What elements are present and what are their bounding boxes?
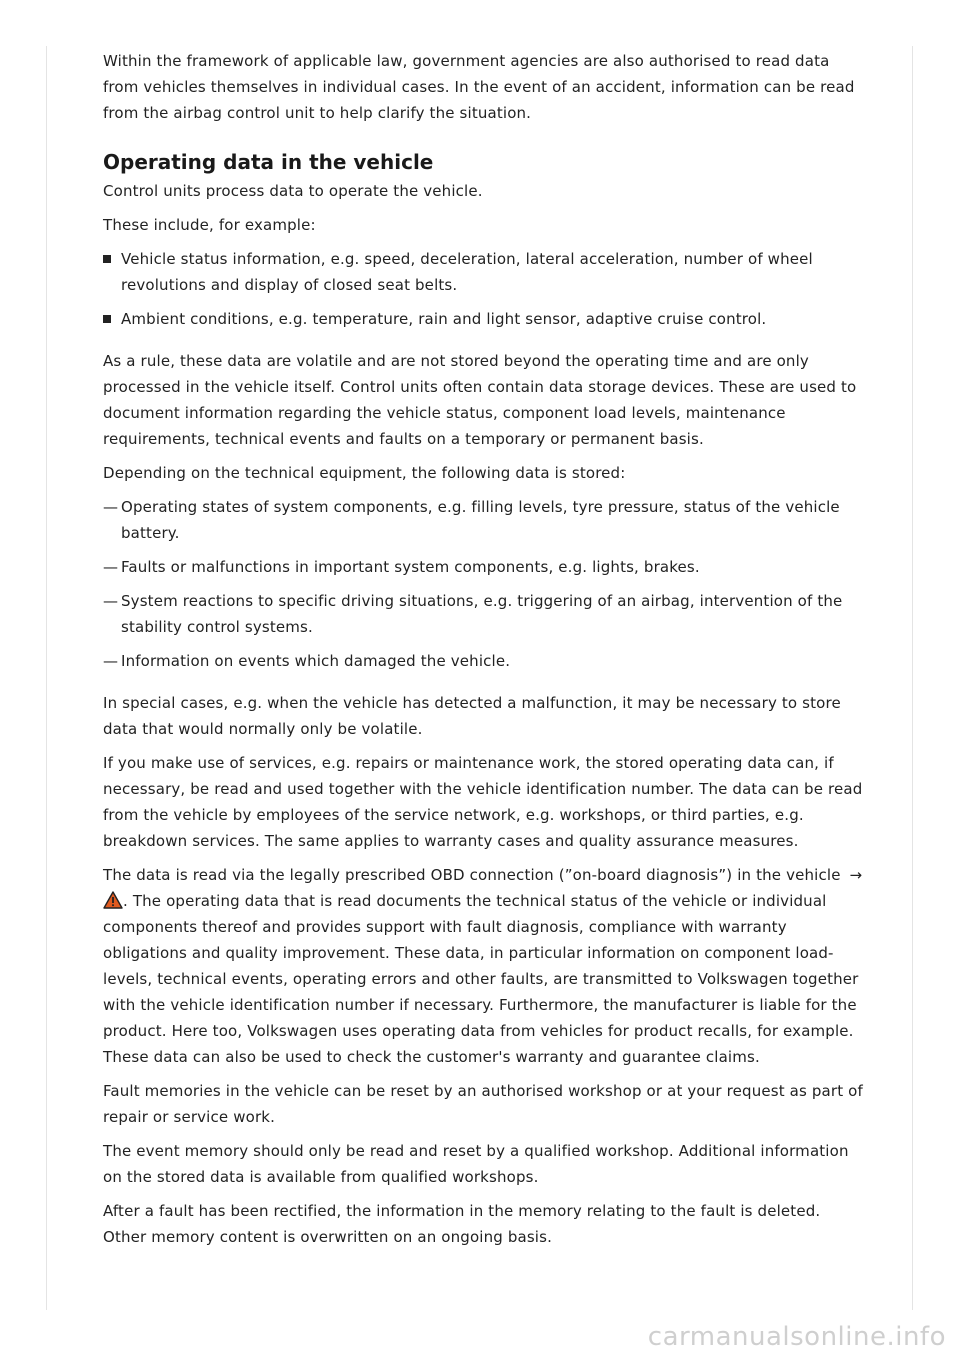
services-paragraph: If you make use of services, e.g. repairs or maintenance work, the stored operating data can, if necessary, be read and used together with the vehicle identification number. The data can be read from the vehicle by employees of the service network, e.g. workshops, or third parties, e.g. breakdown services. The same applies to warranty cases and quality assurance measures. bbox=[103, 754, 863, 850]
list-item-text: Faults or malfunctions in important system components, e.g. lights, brakes. bbox=[121, 558, 700, 576]
list-item-text: Operating states of system components, e.g. filling levels, tyre pressure, status of the vehicle battery. bbox=[121, 498, 840, 542]
list-item bbox=[103, 306, 863, 332]
dash-bullet: — bbox=[103, 558, 119, 576]
list-item bbox=[103, 246, 863, 298]
list-item-text: Vehicle status information, e.g. speed, deceleration, lateral acceleration, number of wheel revolutions and display of closed seat belts. bbox=[121, 250, 813, 294]
square-bullet-icon bbox=[103, 255, 111, 263]
intro-paragraph: Within the framework of applicable law, government agencies are also authorised to read data from vehicles themselves in individual cases. In the event of an accident, information can be read from the airbag control unit to help clarify the situation. bbox=[103, 52, 855, 122]
after-fault-paragraph: After a fault has been rectified, the information in the memory relating to the fault is deleted. Other memory content is overwritten on an ongoing basis. bbox=[103, 1202, 821, 1246]
event-memory-paragraph: The event memory should only be read and reset by a qualified workshop. Additional information on the stored data is available from qualified workshops. bbox=[103, 1142, 849, 1186]
list-item bbox=[103, 648, 863, 674]
page-border-right bbox=[912, 46, 913, 1310]
depending-paragraph: Depending on the technical equipment, the following data is stored: bbox=[103, 464, 626, 482]
square-bullet-icon bbox=[103, 315, 111, 323]
obd-text-before: The data is read via the legally prescribed OBD connection (”on-board diagnosis”) in the vehicle bbox=[103, 866, 841, 884]
obd-paragraph bbox=[103, 862, 863, 1070]
section-heading: Operating data in the vehicle bbox=[103, 150, 434, 174]
list-item bbox=[103, 494, 863, 546]
warning-triangle-icon[interactable] bbox=[103, 891, 123, 909]
dash-bullet: — bbox=[103, 498, 119, 516]
dash-bullet: — bbox=[103, 652, 119, 670]
list-item-text: System reactions to specific driving situations, e.g. triggering of an airbag, intervention of the stability control systems. bbox=[121, 592, 843, 636]
include-paragraph: These include, for example: bbox=[103, 216, 316, 234]
special-cases-paragraph: In special cases, e.g. when the vehicle has detected a malfunction, it may be necessary to store data that would normally only be volatile. bbox=[103, 694, 841, 738]
site-watermark: carmanualsonline.info bbox=[647, 1322, 946, 1352]
list-item bbox=[103, 554, 863, 580]
manual-page-content bbox=[103, 48, 863, 1258]
control-units-paragraph: Control units process data to operate the vehicle. bbox=[103, 182, 483, 200]
fault-memories-paragraph: Fault memories in the vehicle can be reset by an authorised workshop or at your request as part of repair or service work. bbox=[103, 1082, 863, 1126]
example-bullet-list bbox=[103, 246, 863, 332]
volatile-paragraph: As a rule, these data are volatile and are not stored beyond the operating time and are only processed in the vehicle itself. Control units often contain data storage devices. These are used to document information regarding the vehicle status, component load levels, maintenance requirements, technical events and faults on a temporary or permanent basis. bbox=[103, 352, 857, 448]
list-item bbox=[103, 588, 863, 640]
dash-bullet: — bbox=[103, 592, 119, 610]
list-item-text: Information on events which damaged the vehicle. bbox=[121, 652, 511, 670]
page-border-left bbox=[46, 46, 47, 1310]
obd-text-after: . The operating data that is read documents the technical status of the vehicle or individual components thereof and provides support with fault diagnosis, compliance with warranty obligations and quality improvement. These data, in particular information on component load-levels, technical events, operating errors and other faults, are transmitted to Volkswagen together with the vehicle identification number if necessary. Furthermore, the manufacturer is liable for the product. Here too, Volkswagen uses operating data from vehicles for product recalls, for example. These data can also be used to check the customer's warranty and guarantee claims. bbox=[103, 892, 859, 1066]
arrow-right-icon[interactable]: → bbox=[849, 866, 863, 884]
list-item-text: Ambient conditions, e.g. temperature, rain and light sensor, adaptive cruise control. bbox=[121, 310, 767, 328]
stored-data-list bbox=[103, 494, 863, 674]
